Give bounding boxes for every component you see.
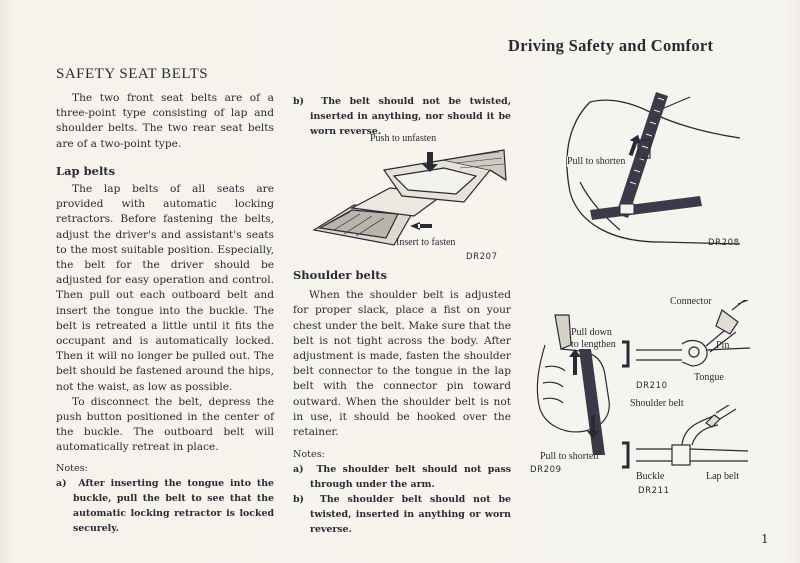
intro-paragraph: The two front seat belts are of a three-point type consisting of lap and shoulder belts. The two rear seat belts are of a two-point type. — [56, 92, 274, 150]
note-text: After inserting the tongue into the buckle, pull the belt to see that the automatic locking retractor is locked securely. — [73, 477, 275, 534]
shoulder-strap — [616, 92, 668, 218]
lap-note-a — [56, 476, 274, 536]
shoulder-belts-heading: Shoulder belts — [293, 268, 387, 282]
pull-to-shorten-label: Pull to shorten — [567, 156, 626, 167]
to-lengthen-label: to lengthen — [571, 339, 616, 350]
note-text: The belt should not be twisted, inserted in anything, nor should it be worn reverse. — [310, 96, 512, 137]
figure-code-dr210: DR210 — [636, 381, 668, 391]
connector-figure — [622, 300, 752, 390]
up-arrow-icon — [569, 349, 581, 375]
note-marker: a) — [56, 477, 67, 489]
lap-belts-paragraph-1: The lap belts of all seats are provided with automatic locking retractors. Before fastening the belts, adjust the driver's and assistant's seats to the most suitable position. Especially, the belt for the driver should be adjusted for easy operation and control. Then pull out each outboard belt and insert the tongue into the buckle. The belt is retreated a little until it fits the occupant and is automatically locked. Then it will no longer be pulled out. The belt should be fastened around the hips, not the waist, as low as possible. — [56, 183, 274, 393]
pin-label: Pin — [716, 340, 730, 351]
shoulder-note-b — [293, 492, 511, 537]
insert-to-fasten-label: Insert to fasten — [396, 237, 456, 248]
push-to-unfasten-label: Push to unfasten — [370, 133, 437, 144]
pull-to-shorten-label-2: Pull to shorten — [540, 451, 599, 462]
buckle-label: Buckle — [636, 471, 665, 482]
figure-code-dr209: DR209 — [530, 465, 562, 475]
note-marker: b) — [293, 494, 304, 506]
pull-down-label: Pull down — [571, 327, 612, 338]
figure-code-dr207: DR207 — [466, 252, 498, 262]
running-head: Driving Safety and Comfort — [508, 36, 714, 55]
shoulder-belt-label: Shoulder belt — [630, 398, 684, 409]
notes-label: Notes: — [293, 449, 325, 461]
shoulder-belt-figure — [550, 92, 750, 252]
connector-label: Connector — [670, 296, 712, 307]
figure-code-dr208: DR208 — [708, 238, 740, 248]
note-marker: b) — [293, 96, 304, 107]
section-title: SAFETY SEAT BELTS — [56, 66, 209, 82]
insert-arrow-icon — [410, 222, 432, 230]
note-text: The shoulder belt should not be twisted, inserted in anything or worn reverse. — [310, 494, 511, 536]
shoulder-note-a — [293, 462, 511, 492]
lap-strap — [590, 196, 702, 220]
shoulder-belts-paragraph: When the shoulder belt is adjusted for proper slack, place a fist on your chest under the belt. Make sure that the belt is not tight across the body. After adjustment is made, fasten the shoulder belt connector to the tongue in the lap belt with the connector pin toward outward. When the shoulder belt is not in use, it should be hooked over the retainer. — [293, 289, 511, 439]
lap-belts-paragraph-2: To disconnect the belt, depress the push button positioned in the center of the buckle. The outboard belt will automatically retreat in place. — [56, 395, 274, 454]
lap-belts-heading: Lap belts — [56, 163, 116, 178]
lap-belt-label: Lap belt — [706, 471, 740, 482]
middle-column-bottom — [293, 268, 511, 537]
tongue-label: Tongue — [694, 372, 724, 383]
page-number: 1 — [761, 532, 769, 546]
figure-code-dr211: DR211 — [638, 486, 670, 496]
note-text: The shoulder belt should not pass through under the arm. — [310, 464, 511, 491]
note-marker: a) — [293, 464, 304, 476]
notes-label: Notes: — [56, 462, 88, 474]
left-column — [56, 91, 274, 536]
